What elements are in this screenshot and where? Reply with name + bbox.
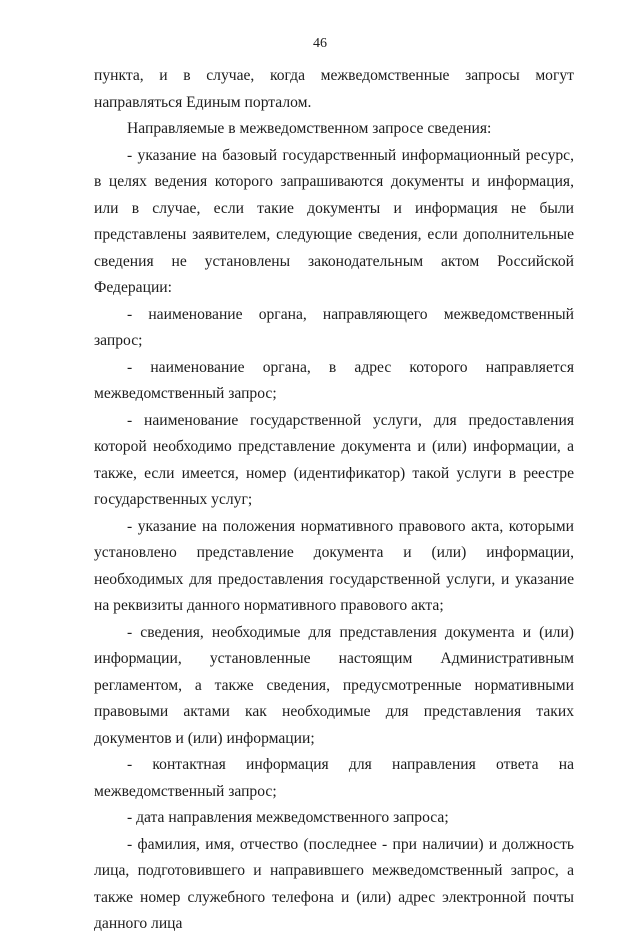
list-item-required-info: - сведения, необходимые для представления документа и (или) информации, установленные настоящим Административным регламентом, а также сведения, предусмотренные нормативными правовыми актами как необходимые для представления таких документов и (или) информации; bbox=[94, 623, 574, 747]
list-item-receiving-body: - наименование органа, в адрес которого направляется межведомственный запрос; bbox=[94, 358, 574, 402]
list-item-legal-act: - указание на положения нормативного правового акта, которыми установлено представление документа и (или) информации, необходимых для предоставления государственной услуги, и указание на реквизиты данного нормативного правового акта; bbox=[94, 517, 574, 614]
list-item-requesting-body: - наименование органа, направляющего межведомственный запрос; bbox=[94, 305, 574, 349]
list-item-contact-info: - контактная информация для направления ответа на межведомственный запрос; bbox=[94, 756, 574, 800]
page-number: 46 bbox=[313, 36, 327, 51]
body-text bbox=[94, 63, 574, 938]
list-item-service-name: - наименование государственной услуги, для предоставления которой необходимо представление документа и (или) информации, а также, если имеется, номер (идентификатор) такой услуги в реестре государственных услуг; bbox=[94, 411, 574, 508]
paragraph-continuation: пункта, и в случае, когда межведомственные запросы могут направляться Единым порталом. bbox=[94, 67, 574, 111]
list-item-base-resource: - указание на базовый государственный информационный ресурс, в целях ведения которого запрашиваются документы и информация, или в случае, если такие документы и информация не были представлены заявителем, следующие сведения, если дополнительные сведения не установлены законодательным актом Российской Федерации: bbox=[94, 146, 574, 296]
paragraph-heading: Направляемые в межведомственном запросе сведения: bbox=[127, 120, 492, 137]
list-item-responsible-person: - фамилия, имя, отчество (последнее - при наличии) и должность лица, подготовившего и направившего межведомственный запрос, а также номер служебного телефона и (или) адрес электронной почты данного лица bbox=[94, 835, 574, 932]
list-item-request-date: - дата направления межведомственного запроса; bbox=[127, 809, 449, 826]
